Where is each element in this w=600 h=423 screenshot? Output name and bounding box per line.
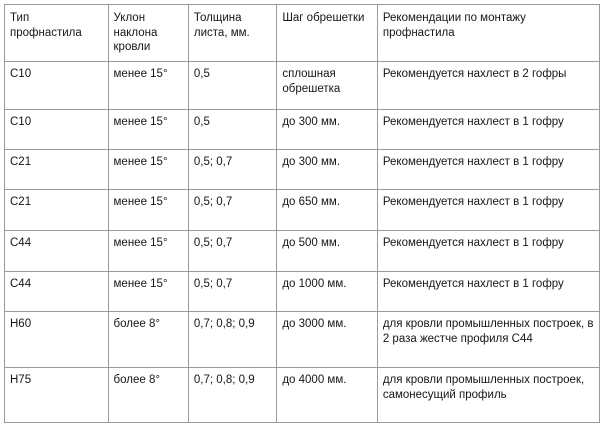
cell-slope: менее 15°	[108, 272, 188, 312]
table-row	[5, 150, 600, 190]
cell-recommendation: Рекомендуется нахлест в 1 гофру	[377, 231, 599, 272]
cell-type: С21	[5, 150, 109, 190]
cell-type: Н75	[5, 368, 109, 423]
cell-type: С21	[5, 190, 109, 231]
cell-slope: менее 15°	[108, 62, 188, 110]
cell-step: до 3000 мм.	[277, 312, 378, 368]
column-header-recommendation: Рекомендации по монтажу профнастила	[377, 5, 599, 62]
cell-slope: менее 15°	[108, 150, 188, 190]
cell-recommendation: Рекомендуется нахлест в 2 гофры	[377, 62, 599, 110]
cell-step: до 4000 мм.	[277, 368, 378, 423]
table-row	[5, 272, 600, 312]
cell-thickness: 0,5	[188, 110, 276, 150]
cell-recommendation: для кровли промышленных построек, самонесущий профиль	[377, 368, 599, 423]
table-header-row	[5, 5, 600, 62]
cell-recommendation: Рекомендуется нахлест в 1 гофру	[377, 190, 599, 231]
cell-slope: менее 15°	[108, 190, 188, 231]
cell-thickness: 0,5	[188, 62, 276, 110]
cell-thickness: 0,5; 0,7	[188, 190, 276, 231]
cell-thickness: 0,7; 0,8; 0,9	[188, 312, 276, 368]
cell-type: С44	[5, 231, 109, 272]
cell-thickness: 0,7; 0,8; 0,9	[188, 368, 276, 423]
table-row	[5, 110, 600, 150]
cell-type: Н60	[5, 312, 109, 368]
cell-slope: более 8°	[108, 312, 188, 368]
table-row	[5, 231, 600, 272]
cell-recommendation: Рекомендуется нахлест в 1 гофру	[377, 272, 599, 312]
cell-slope: более 8°	[108, 368, 188, 423]
cell-step: до 300 мм.	[277, 150, 378, 190]
cell-recommendation: Рекомендуется нахлест в 1 гофру	[377, 110, 599, 150]
column-header-type: Тип профнастила	[5, 5, 109, 62]
cell-type: С10	[5, 62, 109, 110]
cell-step: до 500 мм.	[277, 231, 378, 272]
cell-type: С10	[5, 110, 109, 150]
column-header-step: Шаг обрешетки	[277, 5, 378, 62]
cell-thickness: 0,5; 0,7	[188, 272, 276, 312]
cell-step: до 300 мм.	[277, 110, 378, 150]
cell-recommendation: для кровли промышленных построек, в 2 раза жестче профиля С44	[377, 312, 599, 368]
table-row	[5, 368, 600, 423]
table-row	[5, 312, 600, 368]
table-row	[5, 190, 600, 231]
column-header-thickness: Толщина листа, мм.	[188, 5, 276, 62]
cell-slope: менее 15°	[108, 231, 188, 272]
column-header-slope: Уклон наклона кровли	[108, 5, 188, 62]
document-page	[0, 4, 600, 421]
cell-step: до 650 мм.	[277, 190, 378, 231]
cell-thickness: 0,5; 0,7	[188, 150, 276, 190]
cell-slope: менее 15°	[108, 110, 188, 150]
cell-thickness: 0,5; 0,7	[188, 231, 276, 272]
profnastil-spec-table	[4, 4, 600, 423]
cell-type: С44	[5, 272, 109, 312]
table-row	[5, 62, 600, 110]
cell-step: сплошная обрешетка	[277, 62, 378, 110]
cell-step: до 1000 мм.	[277, 272, 378, 312]
cell-recommendation: Рекомендуется нахлест в 1 гофру	[377, 150, 599, 190]
